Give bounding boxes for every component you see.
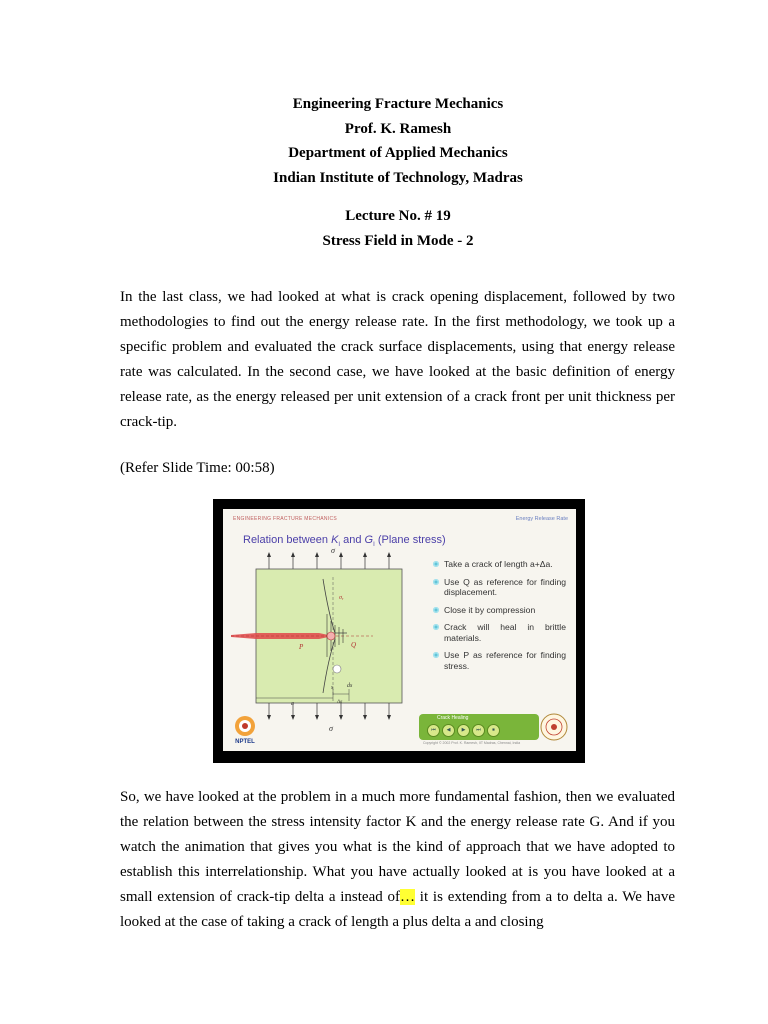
iit-madras-seal-icon	[539, 712, 569, 742]
top-arrowheads	[267, 552, 391, 557]
dim-s-label: s	[331, 685, 334, 691]
last-frame-button[interactable]: ⏭	[472, 724, 485, 737]
lecture-slide-image	[213, 499, 585, 763]
animation-label: Crack Healing	[437, 715, 469, 721]
bullet-item: Take a crack of length a+Δa.	[433, 559, 566, 570]
document-header	[0, 92, 768, 190]
bottom-stress-arrows	[269, 703, 389, 717]
slide-content	[223, 509, 576, 751]
slide-title: Relation between $K_I$ and $G_I$ (Plane stress)	[243, 534, 446, 549]
institute-name: Indian Institute of Technology, Madras	[273, 169, 523, 186]
bullet-item: Use Q as reference for finding displacement.	[433, 577, 566, 598]
paragraph-discussion	[120, 785, 675, 935]
point-q-label: Q	[351, 641, 357, 649]
dim-ds-label: ds	[347, 683, 353, 689]
first-frame-button[interactable]: ⏮	[427, 724, 440, 737]
previous-frame-button[interactable]: ◀	[442, 724, 455, 737]
nptel-logo-text: NPTEL	[235, 739, 255, 745]
paragraph-text: So, we have looked at the problem in a much more fundamental fashion, then we evaluated the relation between the stress intensity factor K and the energy release rate G. And if you watch the animation that gives you what is the kind of approach that we have adopted to establish this interrelationship. What you have actually looked at is you have looked at a small extension of crack-tip delta a instead of	[120, 789, 675, 905]
bullet-item: Crack will heal in brittle materials.	[433, 622, 566, 643]
highlighted-ellipsis: …	[400, 889, 416, 905]
play-button[interactable]: ▶	[457, 724, 470, 737]
bullet-item: Use P as reference for finding stress.	[433, 650, 566, 671]
stop-button[interactable]: ⏹	[487, 724, 500, 737]
top-stress-arrows	[269, 555, 389, 569]
sigma-y-label: σᵧ	[339, 595, 344, 601]
dim-da-label: Δa	[337, 700, 343, 705]
lecture-title: Stress Field in Mode - 2	[322, 232, 474, 249]
nptel-logo-icon	[231, 715, 259, 745]
reference-circle	[333, 665, 341, 673]
lecture-heading	[0, 204, 768, 253]
bottom-arrowheads	[267, 715, 391, 720]
course-title: Engineering Fracture Mechanics	[292, 96, 504, 112]
slide-copyright: Copyright © 2002 Prof. K. Ramesh, IIT Madras, Chennai, India	[423, 741, 521, 745]
slide-topic-label: Energy Release Rate	[515, 516, 568, 522]
paragraph-text: it is extending from a to delta a. We have looked at the case of taking a crack of length a plus delta a and closing	[120, 889, 675, 930]
department-name: Department of Applied Mechanics	[288, 145, 508, 161]
refer-slide-time: (Refer Slide Time: 00:58)	[120, 460, 275, 476]
point-p-label: P	[299, 643, 304, 651]
sigma-top-label: σ	[331, 546, 335, 555]
sigma-bottom-label: σ	[329, 724, 333, 733]
bullet-item: Close it by compression	[433, 605, 566, 616]
dim-a-label: a	[291, 701, 294, 707]
paragraph-intro: In the last class, we had looked at what is crack opening displacement, followed by two methodologies to find out the energy release rate. In the first methodology, we took up a specific problem and evaluated the crack surface displacements, using that energy release rate was calculated. In the second case, we have looked at the basic definition of energy release rate, as the energy released per unit extension of a crack front per unit thickness per crack-tip.	[120, 289, 675, 430]
crack-tip-circle	[327, 632, 335, 640]
lecture-number: Lecture No. # 19	[345, 208, 451, 224]
professor-name: Prof. K. Ramesh	[344, 120, 452, 137]
slide-bullet-list	[433, 559, 566, 678]
slide-course-label: ENGINEERING FRACTURE MECHANICS	[233, 516, 338, 522]
